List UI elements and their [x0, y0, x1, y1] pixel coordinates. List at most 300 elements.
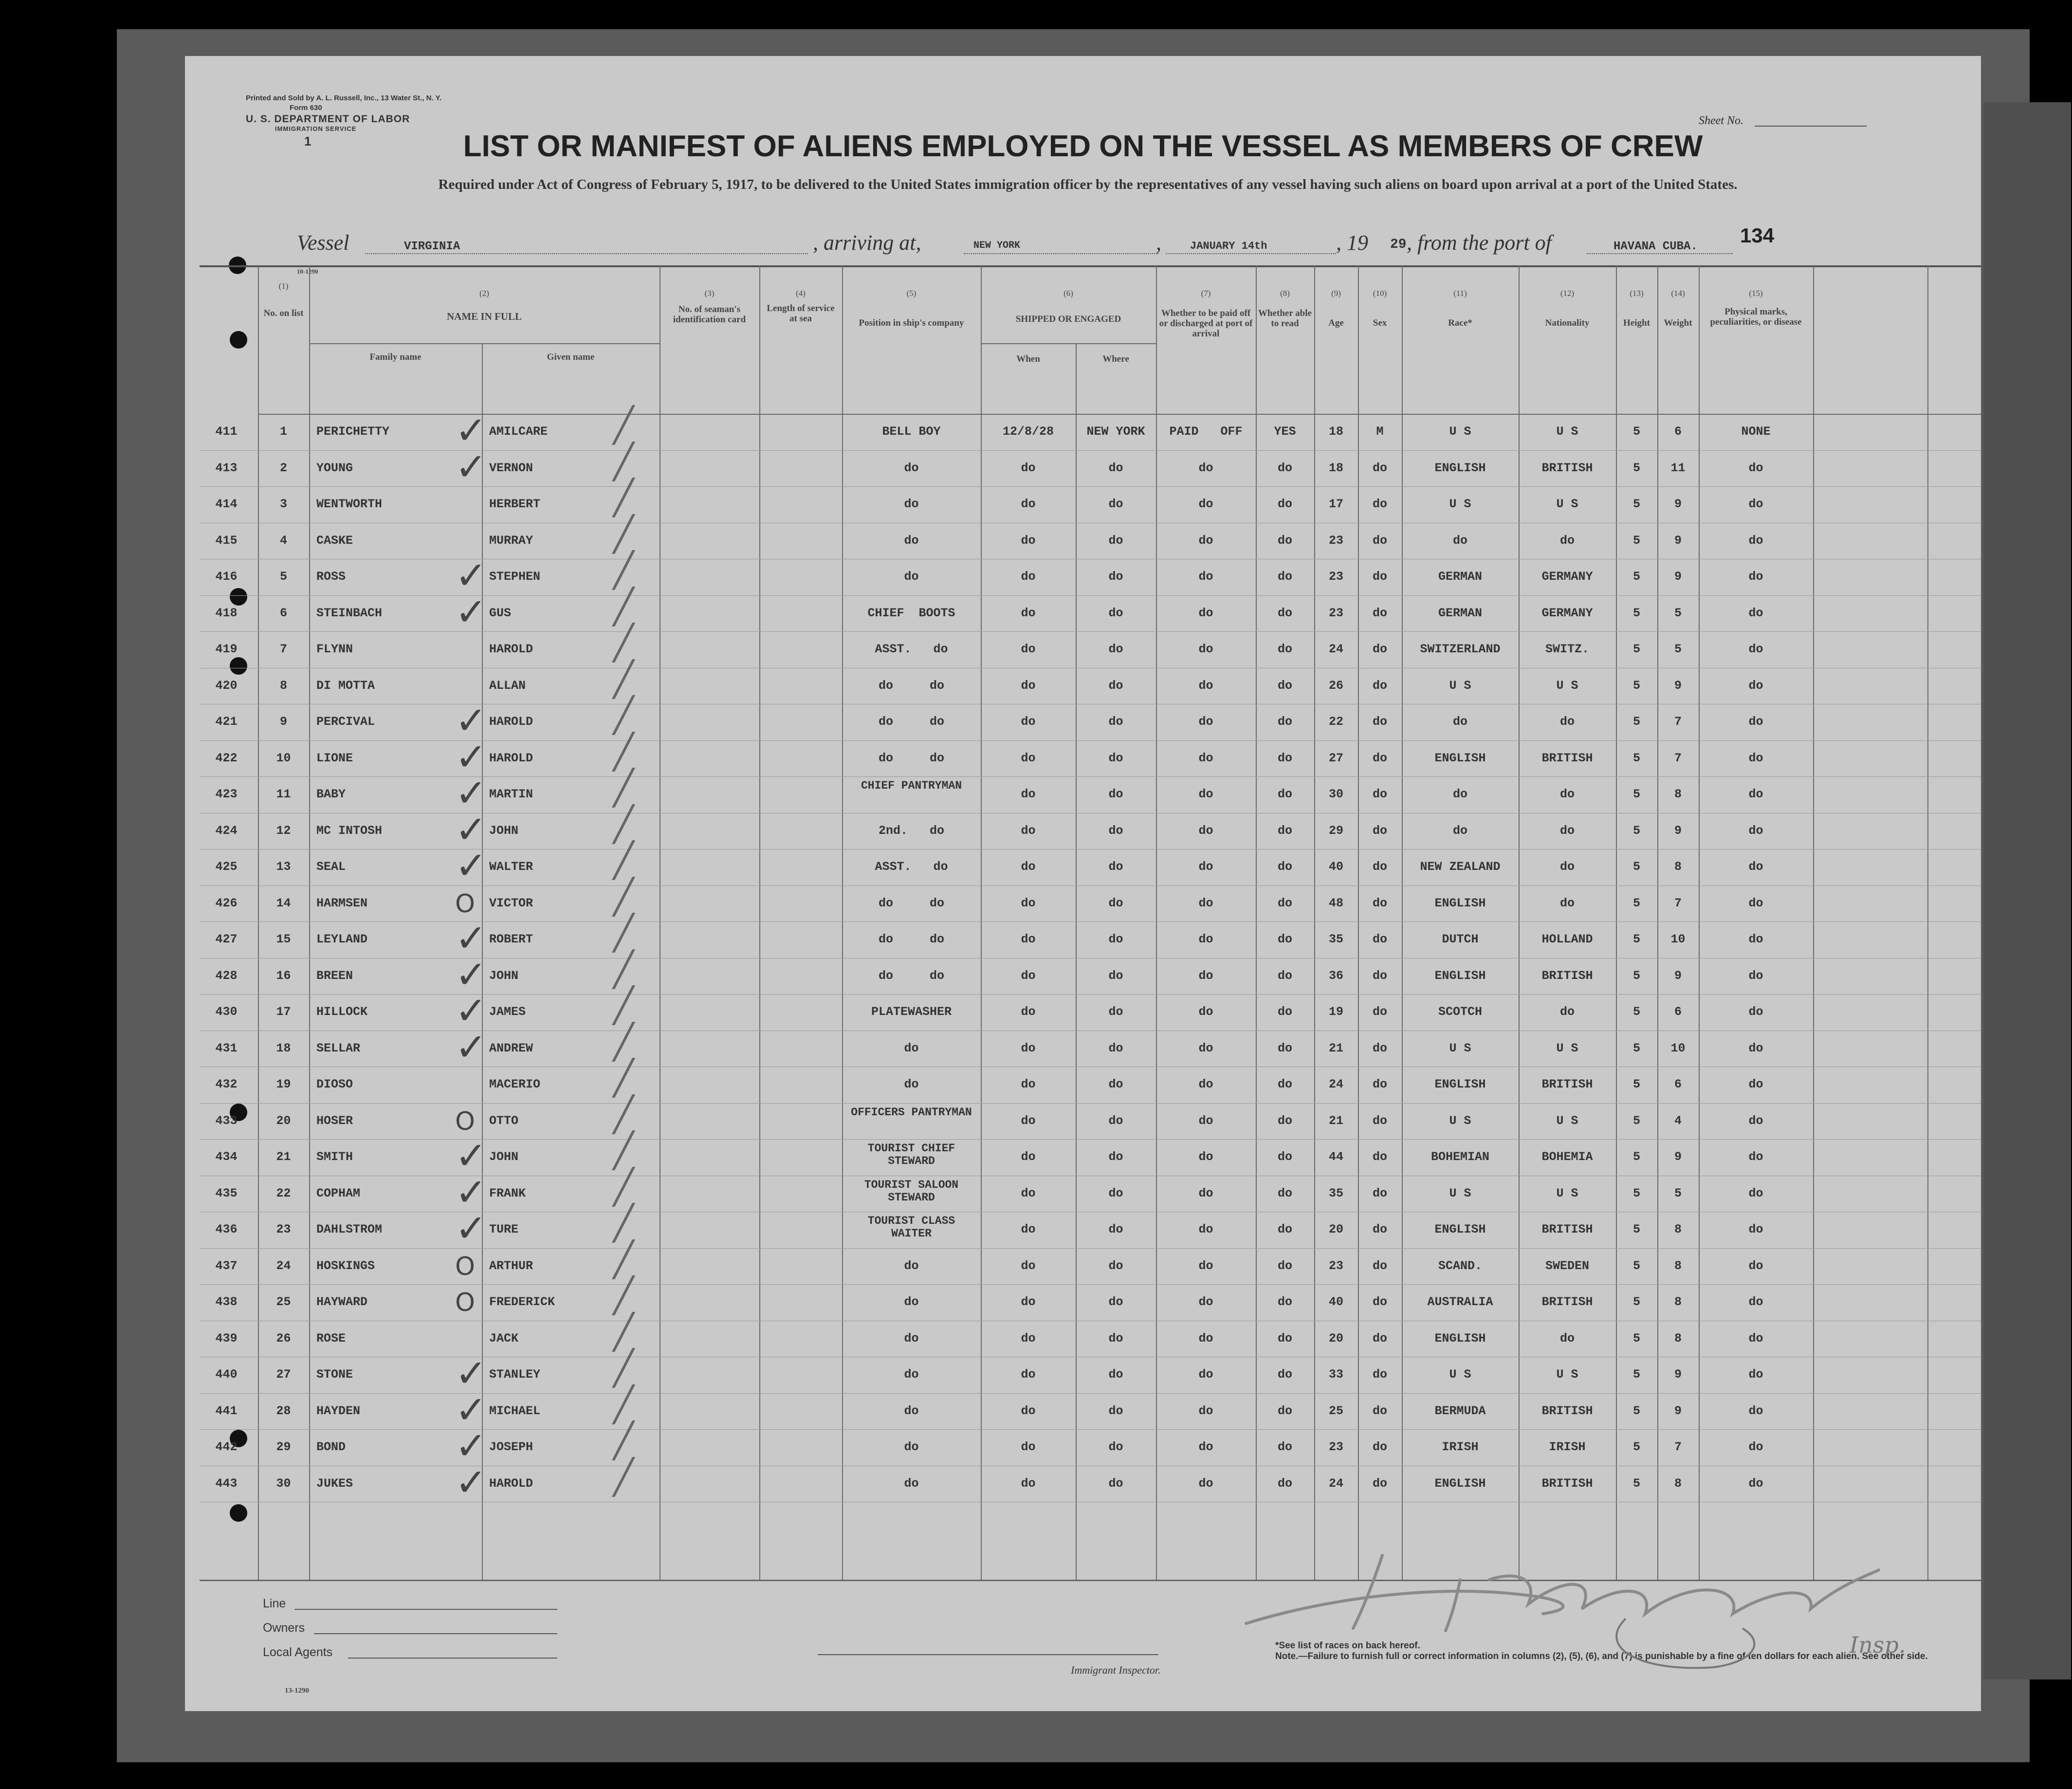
check-mark-icon: ✓ [455, 590, 487, 634]
cell-read: YES [1274, 424, 1296, 439]
cell-sex: do [1372, 1258, 1387, 1273]
sheet-number-label: Sheet No. [1699, 114, 1743, 127]
cell-given: STANLEY [489, 1367, 541, 1382]
col-8-number: (8) [1280, 289, 1290, 298]
page-edge [1983, 102, 2071, 1679]
cell-no: 10 [276, 751, 291, 765]
cell-race: do [1452, 533, 1467, 548]
cell-when: do [1021, 1476, 1036, 1491]
col-13-number: (13) [1630, 289, 1644, 298]
cell-when: do [1021, 860, 1036, 874]
cell-given: MARTIN [489, 787, 533, 801]
vessel-name: VIRGINIA [404, 240, 460, 253]
cell-when: do [1021, 678, 1036, 693]
cell-height: 5 [1632, 968, 1640, 983]
cell-weight: 5 [1674, 606, 1682, 620]
cell-where: do [1108, 1367, 1123, 1382]
check-mark-icon: ✓ [455, 953, 487, 997]
cell-position: do [904, 570, 919, 584]
cell-height: 5 [1632, 678, 1640, 693]
sheet-number-line [1755, 126, 1867, 127]
cell-read: do [1277, 533, 1292, 548]
cell-where: do [1108, 932, 1123, 946]
cell-no: 15 [276, 932, 291, 946]
cell-nationality: BRITISH [1541, 751, 1593, 765]
cell-paid: do [1198, 642, 1213, 656]
col-given-name: Given name [547, 352, 595, 362]
cell-marks: do [1748, 968, 1763, 983]
cell-weight: 10 [1670, 1041, 1686, 1055]
check-mark-icon: ✓ [455, 699, 487, 743]
cell-marks: do [1748, 1258, 1763, 1273]
cell-read: do [1277, 751, 1292, 765]
cell-nationality: U S [1556, 497, 1578, 511]
cell-nationality: U S [1556, 1186, 1578, 1200]
pencil-tick-icon: ╱ [613, 550, 634, 590]
circle-mark-icon: O [455, 889, 475, 919]
cell-race: U S [1449, 1367, 1471, 1382]
cell-weight: 9 [1674, 1403, 1682, 1418]
col-where: Where [1102, 354, 1129, 364]
cell-nationality: SWEDEN [1545, 1258, 1589, 1273]
cell-given: STEPHEN [489, 570, 541, 584]
cell-marks: do [1748, 715, 1763, 729]
cell-given: FRANK [489, 1186, 526, 1200]
cell-age: 22 [1328, 715, 1343, 729]
cell-given: TURE [489, 1222, 519, 1236]
cell-sex: do [1372, 787, 1387, 801]
pencil-tick-icon: ╱ [613, 623, 634, 663]
pencil-tick-icon: ╱ [613, 441, 634, 481]
cell-weight: 5 [1674, 642, 1682, 656]
cell-marks: do [1748, 461, 1763, 475]
cell-position: 2nd. do [878, 823, 945, 838]
cell-no: 3 [279, 497, 287, 511]
cell-height: 5 [1632, 497, 1640, 511]
cell-nationality: HOLLAND [1541, 932, 1593, 946]
cell-height: 5 [1632, 1222, 1640, 1236]
cell-where: do [1108, 1150, 1123, 1164]
cell-sex: do [1372, 1295, 1387, 1309]
pencil-tick-icon: ╱ [613, 1384, 634, 1424]
check-mark-icon: ✓ [455, 808, 487, 852]
col-paid-off: Whether to be paid off or discharged at port of arrival [1159, 308, 1253, 339]
cell-weight: 8 [1674, 860, 1682, 874]
cell-nationality: do [1559, 1005, 1575, 1019]
cell-paid: do [1198, 1403, 1213, 1418]
cell-weight: 6 [1674, 1005, 1682, 1019]
cell-given: JOHN [489, 968, 519, 983]
cell-read: do [1277, 932, 1292, 946]
note-text: Note.—Failure to furnish full or correct information in columns (2), (5), (6), and (7) is punishable by a fine of ten dollars for each alien. See other side. [1275, 1651, 1928, 1661]
cell-sex: do [1372, 751, 1387, 765]
manifest-page-number: 134 [1740, 224, 1775, 247]
cell-read: do [1277, 1295, 1292, 1309]
cell-marks: do [1748, 896, 1763, 910]
cell-where: do [1108, 860, 1123, 874]
cell-sex: do [1372, 1186, 1387, 1200]
cell-weight: 9 [1674, 570, 1682, 584]
cell-no: 7 [279, 642, 287, 656]
grid-top-rule [200, 265, 1981, 267]
cell-no: 25 [276, 1295, 291, 1309]
col-9-number: (9) [1331, 289, 1341, 298]
cell-read: do [1277, 787, 1292, 801]
cell-no: 20 [276, 1113, 291, 1128]
year-prefix: , 19 [1336, 231, 1368, 255]
cell-when: do [1021, 606, 1036, 620]
cell-no: 13 [276, 860, 291, 874]
cell-weight: 7 [1674, 1440, 1682, 1454]
col-height: Height [1623, 318, 1650, 328]
cell-when: do [1021, 751, 1036, 765]
comma: , [1156, 231, 1161, 255]
cell-nationality: BRITISH [1541, 1476, 1593, 1491]
cell-read: do [1277, 1222, 1292, 1236]
cell-when: do [1021, 823, 1036, 838]
cell-race: do [1452, 715, 1467, 729]
cell-when: do [1021, 1186, 1036, 1200]
cell-where: do [1108, 1331, 1123, 1346]
cell-read: do [1277, 1258, 1292, 1273]
cell-when: do [1021, 461, 1036, 475]
cell-read: do [1277, 1077, 1292, 1091]
cell-where: do [1108, 1041, 1123, 1055]
manifest-sheet [185, 56, 1981, 1711]
pencil-tick-icon: ╱ [613, 1239, 634, 1279]
cell-serial: 416 [215, 570, 238, 584]
cell-nationality: BRITISH [1541, 968, 1593, 983]
cell-no: 29 [276, 1440, 291, 1454]
check-mark-icon: ✓ [455, 772, 487, 815]
cell-age: 25 [1328, 1403, 1343, 1418]
cell-race: BERMUDA [1434, 1403, 1486, 1418]
cell-age: 40 [1328, 1295, 1343, 1309]
cell-height: 5 [1632, 896, 1640, 910]
cell-serial: 428 [215, 968, 238, 983]
cell-position: TOURIST CLASS WAITER [867, 1215, 955, 1240]
cell-where: do [1108, 461, 1123, 475]
cell-no: 22 [276, 1186, 291, 1200]
cell-race: ENGLISH [1434, 461, 1486, 475]
pencil-tick-icon: ╱ [613, 1457, 634, 1497]
note-races: *See list of races on back hereof. [1275, 1641, 1420, 1651]
cell-given: ANDREW [489, 1041, 533, 1055]
cell-family: DAHLSTROM [316, 1222, 383, 1236]
cell-marks: do [1748, 1367, 1763, 1382]
cell-age: 30 [1328, 787, 1343, 801]
cell-paid: do [1198, 1295, 1213, 1309]
cell-race: NEW ZEALAND [1420, 860, 1501, 874]
col-15-number: (15) [1749, 289, 1763, 298]
cell-when: do [1021, 1041, 1036, 1055]
cell-no: 14 [276, 896, 291, 910]
cell-paid: do [1198, 787, 1213, 801]
cell-read: do [1277, 1476, 1292, 1491]
cell-position: ASST. do [875, 860, 948, 874]
cell-serial: 442 [215, 1440, 238, 1454]
cell-position: ASST. do [875, 642, 948, 656]
cell-position: do [904, 497, 919, 511]
cell-read: do [1277, 1005, 1292, 1019]
cell-position: do [904, 533, 919, 548]
pencil-tick-icon: ╱ [613, 1021, 634, 1062]
cell-paid: do [1198, 823, 1213, 838]
cell-where: do [1108, 896, 1123, 910]
cell-serial: 441 [215, 1403, 238, 1418]
cell-position: TOURIST SALOON STEWARD [864, 1178, 959, 1204]
cell-race: ENGLISH [1434, 751, 1486, 765]
cell-position: CHIEF BOOTS [867, 606, 955, 620]
cell-given: HAROLD [489, 715, 533, 729]
cell-race: DUTCH [1442, 932, 1479, 946]
cell-marks: do [1748, 1113, 1763, 1128]
cell-marks: do [1748, 751, 1763, 765]
cell-family: BREEN [316, 968, 353, 983]
cell-read: do [1277, 678, 1292, 693]
cell-when: do [1021, 932, 1036, 946]
cell-age: 35 [1328, 1186, 1343, 1200]
cell-family: WENTWORTH [316, 497, 383, 511]
cell-sex: do [1372, 1005, 1387, 1019]
cell-paid: do [1198, 1331, 1213, 1346]
cell-serial: 415 [215, 533, 238, 548]
cell-age: 27 [1328, 751, 1343, 765]
cell-no: 17 [276, 1005, 291, 1019]
service-name: IMMIGRATION SERVICE [275, 125, 357, 132]
cell-height: 5 [1632, 1403, 1640, 1418]
cell-sex: do [1372, 715, 1387, 729]
cell-where: do [1108, 1476, 1123, 1491]
cell-family: DI MOTTA [316, 678, 375, 693]
cell-age: 24 [1328, 1476, 1343, 1491]
cell-position: do do [878, 968, 945, 983]
cell-height: 5 [1632, 751, 1640, 765]
col-sex: Sex [1373, 318, 1387, 328]
cell-read: do [1277, 606, 1292, 620]
cell-where: do [1108, 823, 1123, 838]
cell-family: STEINBACH [316, 606, 383, 620]
cell-paid: do [1198, 1367, 1213, 1382]
cell-position: do do [878, 678, 945, 693]
cell-age: 20 [1328, 1331, 1343, 1346]
cell-when: do [1021, 642, 1036, 656]
cell-serial: 434 [215, 1150, 238, 1164]
check-mark-icon: ✓ [455, 1207, 487, 1251]
cell-where: do [1108, 642, 1123, 656]
check-mark-icon: ✓ [455, 1424, 487, 1468]
cell-no: 1 [279, 424, 287, 439]
cell-family: PERICHETTY [316, 424, 390, 439]
cell-race: IRISH [1442, 1440, 1479, 1454]
cell-age: 33 [1328, 1367, 1343, 1382]
cell-family: BABY [316, 787, 346, 801]
cell-no: 23 [276, 1222, 291, 1236]
col-10-number: (10) [1373, 289, 1387, 298]
cell-no: 30 [276, 1476, 291, 1491]
col-family-name: Family name [369, 352, 422, 362]
pencil-tick-icon: ╱ [613, 1094, 634, 1134]
pencil-tick-icon: ╱ [613, 1058, 634, 1098]
col-position: Position in ship's company [859, 318, 964, 328]
cell-no: 27 [276, 1367, 291, 1382]
cell-serial: 426 [215, 896, 238, 910]
cell-height: 5 [1632, 1295, 1640, 1309]
cell-sex: do [1372, 497, 1387, 511]
cell-sex: do [1372, 896, 1387, 910]
cell-read: do [1277, 1331, 1292, 1346]
cell-read: do [1277, 1186, 1292, 1200]
cell-serial: 437 [215, 1258, 238, 1273]
pencil-tick-icon: ╱ [613, 913, 634, 953]
cell-race: ENGLISH [1434, 968, 1486, 983]
cell-position: do [904, 1476, 919, 1491]
vessel-rule [365, 253, 808, 254]
cell-family: DIOSO [316, 1077, 353, 1091]
cell-race: do [1452, 787, 1467, 801]
cell-height: 5 [1632, 1476, 1640, 1491]
inspector-line [818, 1654, 1158, 1655]
cell-sex: do [1372, 606, 1387, 620]
cell-sex: do [1372, 678, 1387, 693]
department-name: U. S. DEPARTMENT OF LABOR [246, 113, 410, 125]
cell-age: 35 [1328, 932, 1343, 946]
cell-sex: do [1372, 932, 1387, 946]
cell-race: GERMAN [1438, 606, 1482, 620]
cell-where: do [1108, 1113, 1123, 1128]
cell-paid: do [1198, 461, 1213, 475]
vessel-label: Vessel [297, 231, 349, 255]
check-mark-icon: ✓ [455, 989, 487, 1033]
cell-read: do [1277, 1150, 1292, 1164]
cell-paid: do [1198, 715, 1213, 729]
binder-hole [230, 331, 247, 349]
cell-family: COPHAM [316, 1186, 361, 1200]
date-rule [1166, 253, 1336, 254]
form-number: Form 630 [290, 104, 322, 112]
cell-family: MC INTOSH [316, 823, 383, 838]
cell-age: 24 [1328, 642, 1343, 656]
cell-race: ENGLISH [1434, 1331, 1486, 1346]
cell-nationality: U S [1556, 1041, 1578, 1055]
row-rule [200, 1103, 1981, 1104]
cell-serial: 433 [215, 1113, 238, 1128]
cell-height: 5 [1632, 461, 1640, 475]
cell-race: U S [1449, 678, 1471, 693]
cell-sex: do [1372, 1150, 1387, 1164]
cell-serial: 436 [215, 1222, 238, 1236]
cell-serial: 411 [215, 424, 238, 439]
cell-position: BELL BOY [882, 424, 941, 439]
cell-where: do [1108, 1222, 1123, 1236]
owners-label: Owners [263, 1621, 305, 1635]
year-suffix: 29 [1390, 237, 1407, 252]
cell-height: 5 [1632, 1367, 1640, 1382]
pencil-tick-icon: ╱ [613, 405, 634, 445]
col-weight: Weight [1664, 318, 1692, 328]
pencil-tick-icon: ╱ [613, 985, 634, 1025]
col-age: Age [1328, 318, 1344, 328]
cell-marks: do [1748, 1005, 1763, 1019]
circle-mark-icon: O [455, 1252, 475, 1281]
cell-given: HAROLD [489, 642, 533, 656]
cell-nationality: BRITISH [1541, 1403, 1593, 1418]
cell-family: HOSER [316, 1113, 353, 1128]
cell-age: 20 [1328, 1222, 1343, 1236]
cell-read: do [1277, 1440, 1292, 1454]
col-6-number: (6) [1064, 289, 1073, 298]
col-2-number: (2) [479, 289, 489, 298]
cell-age: 23 [1328, 533, 1343, 548]
circle-mark-icon: O [455, 1107, 475, 1136]
cell-sex: do [1372, 461, 1387, 475]
cell-read: do [1277, 896, 1292, 910]
owners-field [314, 1633, 557, 1634]
cell-height: 5 [1632, 642, 1640, 656]
cell-position: do do [878, 896, 945, 910]
cell-position: do [904, 1440, 919, 1454]
cell-marks: do [1748, 533, 1763, 548]
cell-race: ENGLISH [1434, 1077, 1486, 1091]
col-physical-marks: Physical marks, peculiarities, or disease [1710, 307, 1802, 327]
cell-read: do [1277, 1113, 1292, 1128]
check-mark-icon: ✓ [455, 1460, 487, 1505]
cell-weight: 9 [1674, 1150, 1682, 1164]
cell-height: 5 [1632, 1041, 1640, 1055]
cell-position: PLATEWASHER [871, 1005, 952, 1019]
cell-where: do [1108, 497, 1123, 511]
cell-nationality: do [1559, 896, 1575, 910]
cell-weight: 7 [1674, 715, 1682, 729]
cell-nationality: U S [1556, 424, 1578, 439]
cell-no: 11 [276, 787, 291, 801]
cell-family: HAYDEN [316, 1403, 361, 1418]
cell-given: ROBERT [489, 932, 533, 946]
cell-given: ALLAN [489, 678, 526, 693]
cell-height: 5 [1632, 606, 1640, 620]
cell-given: VERNON [489, 461, 533, 475]
cell-given: JOHN [489, 1150, 519, 1164]
cell-paid: do [1198, 1476, 1213, 1491]
cell-paid: do [1198, 1113, 1213, 1128]
pencil-tick-icon: ╱ [613, 586, 634, 627]
cell-race: ENGLISH [1434, 896, 1486, 910]
cell-age: 18 [1328, 424, 1343, 439]
cell-when: do [1021, 1331, 1036, 1346]
cell-weight: 9 [1674, 497, 1682, 511]
cell-height: 5 [1632, 1150, 1640, 1164]
cell-marks: do [1748, 1222, 1763, 1236]
cell-serial: 423 [215, 787, 238, 801]
pencil-tick-icon: ╱ [613, 840, 634, 880]
cell-weight: 10 [1670, 932, 1686, 946]
pencil-tick-icon: ╱ [613, 949, 634, 989]
cell-nationality: IRISH [1549, 1440, 1586, 1454]
form-mark: 1 [304, 134, 312, 148]
arrival-date: JANUARY 14th [1190, 240, 1267, 252]
cell-where: do [1108, 606, 1123, 620]
from-rule [1587, 253, 1733, 254]
cell-sex: do [1372, 1113, 1387, 1128]
cell-paid: do [1198, 606, 1213, 620]
cell-where: do [1108, 1186, 1123, 1200]
cell-race: SWITZERLAND [1420, 642, 1501, 656]
cell-position: do do [878, 715, 945, 729]
cell-age: 23 [1328, 1258, 1343, 1273]
cell-no: 19 [276, 1077, 291, 1091]
cell-sex: do [1372, 823, 1387, 838]
cell-nationality: do [1559, 715, 1575, 729]
